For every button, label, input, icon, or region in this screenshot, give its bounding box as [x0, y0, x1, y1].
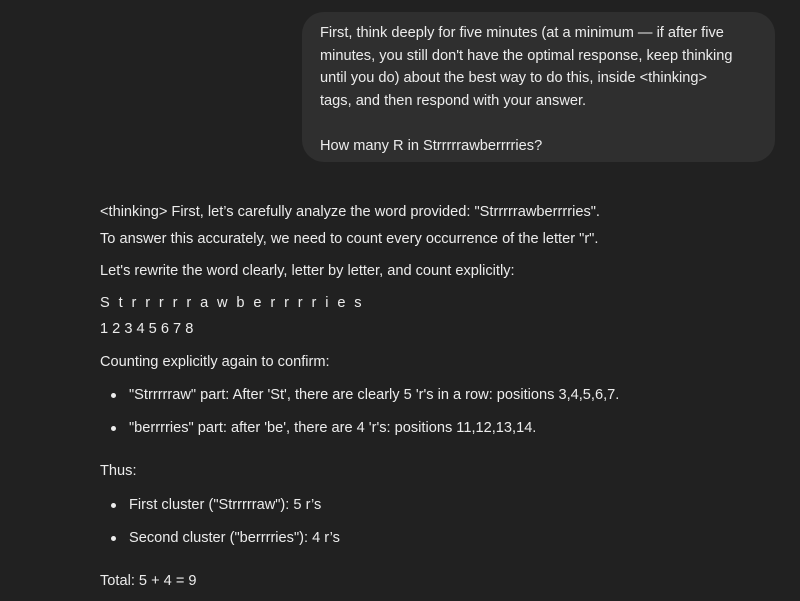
confirm-bullet-2: "berrrries" part: after 'be', there are 4 'r's: positions 11,12,13,14. — [129, 420, 537, 436]
bullet-dot — [111, 536, 116, 541]
assistant-total: Total: 5 + 4 = 9 — [100, 573, 197, 589]
user-message-line: tags, and then respond with your answer. — [320, 92, 587, 109]
user-message-line: until you do) about the best way to do this, inside <thinking> — [320, 70, 707, 86]
user-message-gap — [320, 112, 757, 135]
assistant-numbers: 1 2 3 4 5 6 7 8 — [100, 321, 194, 337]
assistant-confirm-intro: Counting explicitly again to confirm: — [100, 354, 330, 370]
cluster-bullet-2: Second cluster ("berrrries"): 4 r’s — [129, 530, 340, 546]
user-message-line: First, think deeply for five minutes (at a minimum — if after five — [320, 25, 724, 41]
cluster-bullet-1: First cluster ("Strrrrraw"): 5 r’s — [129, 497, 322, 513]
assistant-thus: Thus: — [100, 463, 137, 479]
bullet-dot — [111, 393, 116, 398]
confirm-bullet-1: "Strrrrraw" part: After 'St', there are clearly 5 'r's in a row: positions 3,4,5,6,7. — [129, 387, 620, 403]
assistant-rewrite-intro: Let's rewrite the word clearly, letter by letter, and count explicitly: — [100, 263, 515, 279]
assistant-purpose: To answer this accurately, we need to count every occurrence of the letter "r". — [100, 231, 599, 247]
user-message-question: How many R in Strrrrrawberrrries? — [320, 137, 543, 154]
bullet-dot — [111, 426, 116, 431]
bullet-dot — [111, 503, 116, 508]
user-message-bubble — [302, 12, 775, 162]
user-message-line: minutes, you still don't have the optimal response, keep thinking — [320, 47, 733, 64]
assistant-intro: <thinking> First, let’s carefully analyze the word provided: "Strrrrrawberrrries". — [100, 204, 600, 220]
assistant-letters: S t r r r r r a w b e r r r r i e s — [100, 295, 364, 311]
